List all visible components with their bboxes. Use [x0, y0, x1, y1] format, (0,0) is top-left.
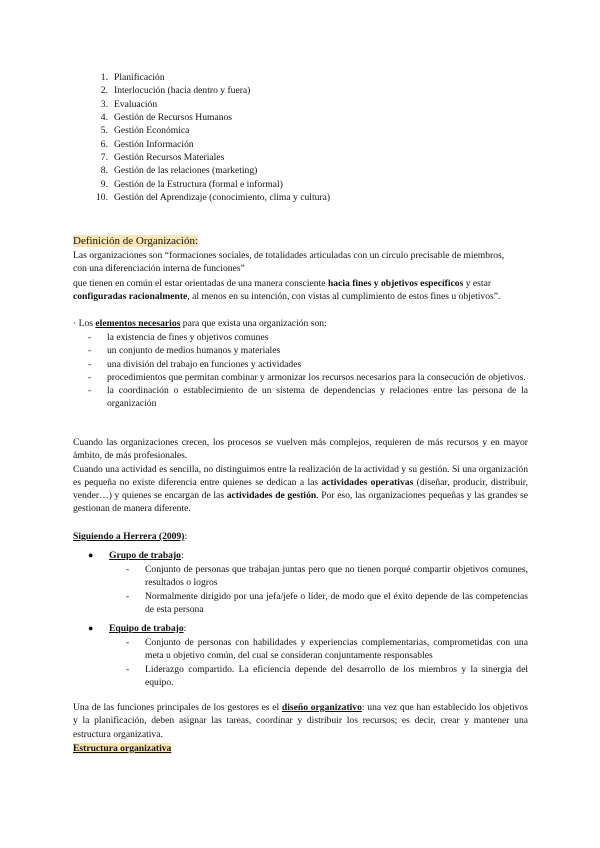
- list-item: [126, 563, 528, 590]
- numbered-list-item: [88, 84, 330, 97]
- structure-heading-text: Estructura organizativa: [73, 743, 172, 754]
- definition-heading-text: Definición de Organización:: [73, 235, 199, 247]
- dash-marker: -: [126, 663, 130, 675]
- list-item-text: Normalmente dirigido por una jefa/jefe o líder, de modo que el éxito depende de las competencias de esta persona: [145, 590, 528, 615]
- list-item-text: Gestión Información: [114, 138, 194, 150]
- herrera-heading: Siguiendo a Herrera (2009):: [73, 531, 188, 542]
- definition-line: configuradas racionalmente, al menos en su intención, con vistas al cumplimiento de estos fines u objetivos”.: [73, 290, 501, 302]
- definition-heading: [73, 234, 198, 248]
- list-item-text: Gestión de la Estructura (formal e informal): [114, 178, 283, 190]
- managers-paragraph: Una de las funciones principales de los gestores es el diseño organizativo: una vez que han establecido los objetivos y la planificación, deben asignar las tareas, coordinar y distribuir los recursos; es decir, crear y mantener una estructura organizativa.: [73, 702, 529, 740]
- numbered-list-item: [88, 111, 330, 124]
- numbered-list-item: [88, 124, 330, 137]
- definition-paragraph: [73, 249, 528, 303]
- list-item-text: Gestión de las relaciones (marketing): [114, 165, 258, 177]
- group-bullet: ● Grupo de trabajo:: [88, 550, 184, 561]
- list-number: 8.: [100, 165, 108, 177]
- dash-marker: -: [126, 637, 130, 648]
- list-number: 7.: [100, 152, 108, 164]
- list-item: [88, 371, 528, 384]
- definition-line: con una diferenciación interna de funciones”: [73, 263, 245, 275]
- list-number: 10.: [96, 192, 108, 204]
- bold-text: configuradas racionalmente: [73, 290, 188, 302]
- growth-paragraph: [73, 436, 528, 516]
- list-item: [126, 663, 528, 690]
- list-item-text: Planificación: [114, 72, 165, 83]
- list-number: 1.: [100, 72, 108, 83]
- list-number: 9.: [100, 178, 108, 190]
- list-item-text: Gestión Económica: [114, 125, 190, 137]
- group-list: [126, 563, 528, 616]
- dash-marker: -: [88, 371, 92, 383]
- numbered-list-item: [88, 138, 330, 151]
- elements-list: [88, 331, 528, 411]
- activity-text: Cuando una actividad es sencilla, no distinguimos entre la realización de la actividad y su gestión. Si una organización es pequeña no existe diferencia entre quienes se dedican a las actividades operativas (diseñar, producir, distribuir, vender…) y quienes se encargan de las actividades de gestión. Por eso, las organizaciones pequeñas y las grandes se gestionan de manera diferente.: [73, 463, 529, 515]
- list-item-text: Gestión del Aprendizaje (conocimiento, clima y cultura): [114, 192, 331, 204]
- list-item-text: la coordinación o establecimiento de un sistema de dependencias y relaciones entre las persona de la organización: [107, 385, 528, 410]
- herrera-heading-text: Siguiendo a Herrera (2009): [73, 531, 185, 542]
- team-bullet: ● Equipo de trabajo:: [88, 623, 187, 634]
- dash-marker: -: [88, 385, 92, 397]
- numbered-list-item: [88, 151, 330, 164]
- list-item: [88, 344, 528, 357]
- dash-marker: -: [88, 345, 92, 357]
- bold-underlined-text: elementos necesarios: [95, 318, 181, 329]
- numbered-list-item: [88, 164, 330, 177]
- list-number: 4.: [100, 112, 108, 124]
- list-item: [88, 331, 528, 344]
- bold-underlined-text: diseño organizativo: [281, 702, 362, 713]
- dash-marker: -: [126, 564, 130, 575]
- growth-text: Cuando las organizaciones crecen, los procesos se vuelven más complejos, requieren de más recursos y en mayor ámbito, de más profesionales.: [73, 437, 528, 462]
- structure-heading: [73, 742, 528, 755]
- list-item-text: Liderazgo compartido. La eficiencia depende del desarrollo de los miembros y la sinergia del equipo.: [145, 663, 528, 688]
- list-item-text: una división del trabajo en funciones y actividades: [107, 358, 302, 370]
- list-item: [126, 590, 528, 617]
- numbered-list: [88, 71, 330, 204]
- list-item-text: un conjunto de medios humanos y materiales: [107, 345, 281, 357]
- list-item: [126, 636, 528, 663]
- elements-intro: · Los elementos necesarios para que exista una organización son:: [73, 318, 327, 329]
- list-item: [88, 384, 528, 411]
- bold-text: hacia fines y objetivos específicos: [327, 277, 464, 289]
- bold-text: actividades operativas: [321, 476, 414, 488]
- list-item-text: procedimientos que permitan combinar y armonizar los recursos necesarios para la consecución de objetivos.: [107, 371, 526, 383]
- dash-marker: -: [126, 590, 130, 602]
- numbered-list-item: [88, 71, 330, 84]
- list-item-text: Conjunto de personas con habilidades y experiencias complementarias, comprometidas con una meta u objetivo común, del cual se consideran conjuntamente responsables: [145, 637, 528, 662]
- bold-text: actividades de gestión: [226, 490, 317, 502]
- list-number: 3.: [100, 98, 108, 110]
- list-item-text: Conjunto de personas que trabajan juntas pero que no tienen porqué compartir objetivos comunes, resultados o logros: [145, 564, 528, 589]
- bullet-icon: ●: [88, 550, 94, 560]
- dash-marker: -: [88, 358, 92, 370]
- bullet-icon: ●: [88, 623, 94, 633]
- list-item-text: la existencia de fines y objetivos comunes: [107, 332, 269, 343]
- list-number: 5.: [100, 125, 108, 137]
- numbered-list-item: [88, 178, 330, 191]
- dash-marker: -: [88, 332, 92, 343]
- list-number: 6.: [100, 138, 108, 150]
- numbered-list-item: [88, 191, 330, 204]
- list-item: [88, 358, 528, 371]
- numbered-list-item: [88, 98, 330, 111]
- definition-line: que tienen en común el estar orientadas de una manera consciente hacia fines y objetivos específicos y estar: [73, 277, 492, 289]
- team-label: Equipo de trabajo: [109, 623, 184, 634]
- list-item-text: Gestión Recursos Materiales: [114, 152, 225, 164]
- group-label: Grupo de trabajo: [109, 550, 181, 561]
- definition-line: Las organizaciones son “formaciones sociales, de totalidades articuladas con un círculo precisable de miembros,: [73, 250, 505, 261]
- list-item-text: Evaluación: [114, 98, 158, 110]
- team-list: [126, 636, 528, 689]
- list-item-text: Gestión de Recursos Humanos: [114, 112, 233, 124]
- list-item-text: Interlocución (hacia dentro y fuera): [114, 85, 251, 97]
- list-number: 2.: [100, 85, 108, 97]
